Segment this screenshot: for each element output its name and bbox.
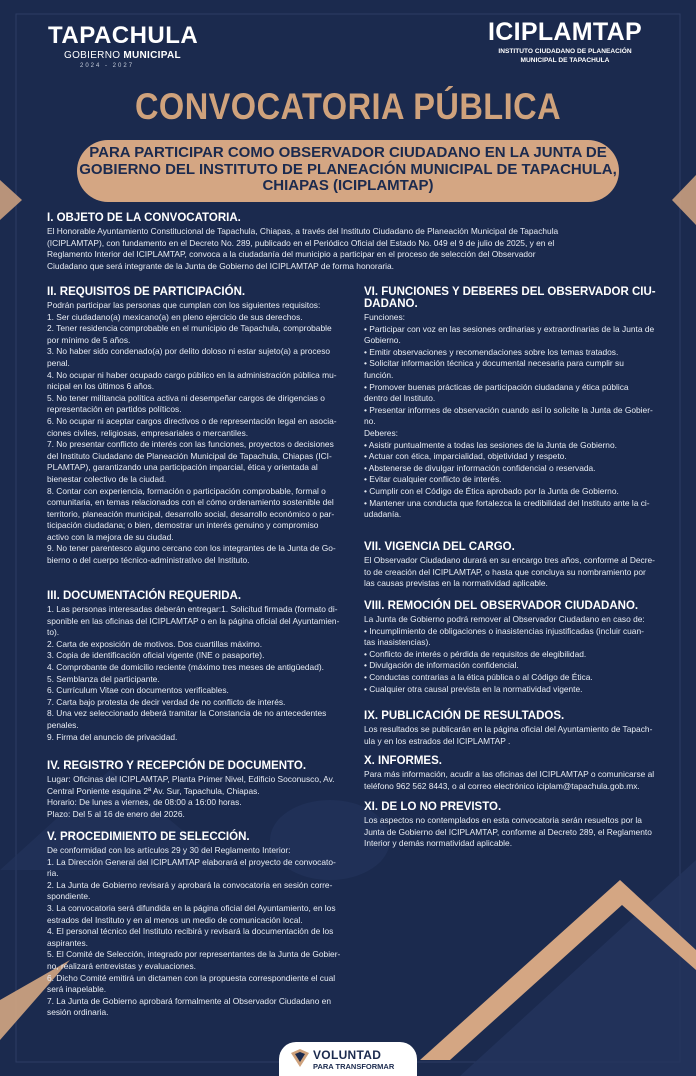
text-line: sponible en las oficinas del ICIPLAMTAP o en la página oficial del Ayuntamien- xyxy=(47,615,340,626)
text-line: estrados del Instituto y en al menos un medio de comunicación local. xyxy=(47,914,303,925)
text-line: dentro del Instituto. xyxy=(364,393,436,404)
text-line: 8. Contar con experiencia, formación o participación comprobable, formal o xyxy=(47,485,326,496)
section-8-body xyxy=(364,614,659,695)
section-10-body xyxy=(364,769,659,792)
voluntad-logo-icon xyxy=(291,1049,309,1067)
text-line: 3. No haber sido condenado(a) por delito doloso ni estar sujeto(a) a proceso xyxy=(47,346,331,357)
text-line: ula y en los estrados del ICIPLAMTAP . xyxy=(364,735,511,746)
tapachula-logo xyxy=(40,22,200,72)
text-line: 9. No tener parentesco alguno cercano con los integrantes de la Junta de Go- xyxy=(47,543,336,554)
section-2-body xyxy=(47,300,347,567)
text-line: 4. El personal técnico del Instituto recibirá y revisará la documentación de los xyxy=(47,926,334,937)
section-3-title: III. DOCUMENTACIÓN REQUERIDA. xyxy=(47,590,242,602)
section-3-body xyxy=(47,604,347,743)
text-line: penales. xyxy=(47,719,79,730)
footer-line2: PARA TRANSFORMAR xyxy=(313,1062,395,1071)
text-line: (ICIPLAMTAP), con fundamento en el Decreto No. 289, publicado en el Periódico Oficial del Estado No. 049 el 9 de julio de 2025, y en el xyxy=(47,237,555,248)
text-line: Gobierno. xyxy=(364,335,401,346)
text-line: función. xyxy=(364,369,394,380)
section-4-body xyxy=(47,774,347,820)
banner-line: CHIAPAS (ICIPLAMTAP) xyxy=(262,177,434,194)
text-line: • Actuar con ética, imparcialidad, objetividad y respeto. xyxy=(364,451,567,462)
text-line: activo con la mejora de su ciudad. xyxy=(47,531,174,542)
banner-line: GOBIERNO DEL INSTITUTO DE PLANEACIÓN MUNICIPAL DE TAPACHULA, xyxy=(79,160,617,178)
section-5-title: V. PROCEDIMIENTO DE SELECCIÓN. xyxy=(47,831,250,843)
text-line: 7. No presentar conflicto de interés con las funciones, proyectos o decisiones xyxy=(47,439,334,450)
text-line: 6. Currículum Vitae con documentos verificables. xyxy=(47,685,229,696)
text-line: 1. Las personas interesadas deberán entregar:1. Solicitud firmada (formato di- xyxy=(47,604,338,614)
text-line: 5. Semblanza del participante. xyxy=(47,673,160,684)
text-line: • Conflicto de interés o pérdida de requisitos de elegibilidad. xyxy=(364,648,587,659)
text-line: • Evitar cualquier conflicto de interés. xyxy=(364,474,502,485)
text-line: bierno o del cuerpo técnico-administrativo del Instituto. xyxy=(47,555,250,566)
section-9-title: IX. PUBLICACIÓN DE RESULTADOS. xyxy=(364,710,565,722)
section-11-title: XI. DE LO NO PREVISTO. xyxy=(364,801,502,813)
section-7-body xyxy=(364,555,659,590)
text-line: • Cualquier otra causal prevista en la normatividad vigente. xyxy=(364,683,583,694)
text-line: las causas previstas en la normatividad aplicable. xyxy=(364,578,548,589)
text-line: Reglamento Interior del ICIPLAMTAP, convoca a la ciudadanía del municipio a participar en el proceso de selección del Observador xyxy=(47,249,536,260)
text-line: La Junta de Gobierno podrá remover al Observador Ciudadano en caso de: xyxy=(364,614,645,624)
text-line: Central Poniente esquina 2ª Av. Sur, Tapachula, Chiapas. xyxy=(47,785,260,796)
text-line: • Asistir puntualmente a todas las sesiones de la Junta de Gobierno. xyxy=(364,439,617,450)
text-line: territorio, planeación municipal, desarrollo social, desarrollo económico o par- xyxy=(47,508,335,519)
footer-line1: VOLUNTAD xyxy=(313,1048,382,1062)
section-1-title: I. OBJETO DE LA CONVOCATORIA. xyxy=(47,212,241,224)
text-line: penal. xyxy=(47,357,70,368)
section-11-body xyxy=(364,815,659,850)
text-line: sesión ordinaria. xyxy=(47,1007,109,1018)
section-6-title-line2: DADANO. xyxy=(364,298,418,310)
text-line: 4. Comprobante de domicilio reciente (máximo tres meses de antigüedad). xyxy=(47,661,324,672)
text-line: to). xyxy=(47,627,60,638)
text-line: Para más información, acudir a las oficinas del ICIPLAMTAP o comunicarse al xyxy=(364,769,655,779)
text-line: del Instituto Ciudadano de Planeación Municipal de Tapachula, Chiapas (ICI- xyxy=(47,450,332,461)
section-7-title: VII. VIGENCIA DEL CARGO. xyxy=(364,541,515,553)
text-line: • Mantener una conducta que fortalezca la credibilidad del Instituto ante la ci- xyxy=(364,497,650,508)
footer-badge xyxy=(279,1042,417,1076)
section-9-body xyxy=(364,724,659,747)
text-line: representación en partidos políticos. xyxy=(47,404,182,415)
text-line: Funciones: xyxy=(364,312,405,322)
text-line: 1. La Dirección General del ICIPLAMTAP elaborará el proyecto de convocato- xyxy=(47,856,336,867)
logo-left-name: TAPACHULA xyxy=(48,22,199,49)
text-line: 9. Firma del anuncio de privacidad. xyxy=(47,731,178,742)
text-line: Los resultados se publicarán en la página oficial del Ayuntamiento de Tapach- xyxy=(364,724,653,734)
logo-left-years: 2024 - 2027 xyxy=(80,63,135,69)
text-line: De conformidad con los artículos 29 y 30 del Reglamento Interior: xyxy=(47,845,291,855)
text-line: • Emitir observaciones y recomendaciones sobre los temas tratados. xyxy=(364,346,619,357)
section-2-title: II. REQUISITOS DE PARTICIPACIÓN. xyxy=(47,286,246,298)
text-line: por mínimo de 5 años. xyxy=(47,334,131,345)
text-line: Interior y demás normatividad aplicable. xyxy=(364,838,513,849)
text-line: comunitaria, en temas relacionados con el cómo ordenamiento sostenible del xyxy=(47,497,334,508)
text-line: ria. xyxy=(47,868,59,879)
logo-right-line2: MUNICIPAL DE TAPACHULA xyxy=(520,57,610,64)
text-line: 2. Carta de exposición de motivos. Dos cuartillas máximo. xyxy=(47,638,263,649)
text-line: 2. La Junta de Gobierno revisará y aprobará la convocatoria en sesión corre- xyxy=(47,879,333,890)
iciplamtap-logo xyxy=(470,18,660,68)
text-line: Ciudadano que será integrante de la Junta de Gobierno del ICIPLAMTAP de forma honoraria. xyxy=(47,260,395,271)
subtitle-banner xyxy=(77,140,619,202)
page-title: CONVOCATORIA PÚBLICA xyxy=(134,86,562,127)
text-line: PLAMTAP), garantizando una participación imparcial, ética y orientada al xyxy=(47,462,318,473)
text-line: • Solicitar información técnica y documental necesaria para cumplir su xyxy=(364,358,624,369)
text-line: • Incumplimiento de obligaciones o inasistencias injustificadas (incluir cuan- xyxy=(364,625,644,636)
text-line: • Divulgación de información confidencial. xyxy=(364,660,519,671)
text-line: ciones civiles, religiosas, empresariales o mercantiles. xyxy=(47,427,249,438)
text-line: Los aspectos no contemplados en esta convocatoria serán resueltos por la xyxy=(364,815,642,825)
text-line: Junta de Gobierno del ICIPLAMTAP, conforme al Decreto 289, el Reglamento xyxy=(364,826,652,837)
text-line: 6. Dicho Comité emitirá un dictamen con la propuesta correspondiente el cual xyxy=(47,972,336,983)
section-1-body xyxy=(47,226,659,272)
text-line: Podrán participar las personas que cumplan con los siguientes requisitos: xyxy=(47,300,321,310)
text-line: • Cumplir con el Código de Ética aprobado por la Junta de Gobierno. xyxy=(364,485,619,496)
text-line: 2. Tener residencia comprobable en el municipio de Tapachula, comprobable xyxy=(47,323,332,334)
text-line: nicipal en los últimos 6 años. xyxy=(47,381,155,392)
logo-right-line1: INSTITUTO CIUDADANO DE PLANEACIÓN xyxy=(498,48,632,55)
text-line: no, realizará entrevistas y evaluaciones. xyxy=(47,960,196,971)
text-line: 5. El Comité de Selección, integrado por representantes de la Junta de Gobier- xyxy=(47,949,341,960)
section-5-body xyxy=(47,845,347,1019)
section-6-title-line1: VI. FUNCIONES Y DEBERES DEL OBSERVADOR CIU- xyxy=(364,286,656,298)
text-line: Lugar: Oficinas del ICIPLAMTAP, Planta Primer Nivel, Edificio Soconusco, Av. xyxy=(47,774,335,784)
section-4-title: IV. REGISTRO Y RECEPCIÓN DE DOCUMENTO. xyxy=(47,760,307,772)
text-line: • Presentar informes de observación cuando así lo solicite la Junta de Gobier- xyxy=(364,404,653,415)
text-line: no. xyxy=(364,416,376,427)
text-line: udadanía. xyxy=(364,509,402,520)
text-line: • Abstenerse de divulgar información confidencial o reservada. xyxy=(364,462,596,473)
text-line: será inapelable. xyxy=(47,984,107,995)
text-line: 3. La convocatoria será difundida en la página oficial del Ayuntamiento, en los xyxy=(47,902,336,913)
text-line: to de creación del ICIPLAMTAP, o hasta que concluya su nombramiento por xyxy=(364,566,646,577)
text-line: ticipación ciudadana; o bien, demostrar un interés genuino y compromiso xyxy=(47,520,319,531)
text-line: 3. Copia de identificación oficial vigente (INE o pasaporte). xyxy=(47,650,265,661)
text-line: 1. Ser ciudadano(a) mexicano(a) en pleno ejercicio de sus derechos. xyxy=(47,311,303,322)
text-line: 8. Una vez seleccionado deberá tramitar la Constancia de no antecedentes xyxy=(47,708,327,719)
logo-right-name: ICIPLAMTAP xyxy=(488,18,642,46)
text-line: teléfono 962 562 8443, o al correo electrónico iciplam@tapachula.gob.mx. xyxy=(364,780,640,791)
section-8-title: VIII. REMOCIÓN DEL OBSERVADOR CIUDADANO. xyxy=(364,600,639,612)
banner-line: PARA PARTICIPAR COMO OBSERVADOR CIUDADANO EN LA JUNTA DE xyxy=(89,144,607,161)
text-line: Horario: De lunes a viernes, de 08:00 a 16:00 horas. xyxy=(47,797,242,808)
text-line: 6. No ocupar ni aceptar cargos directivos o de representación legal en asocia- xyxy=(47,415,337,426)
text-line: 4. No ocupar ni haber ocupado cargo público en la administración pública mu- xyxy=(47,369,337,380)
text-line: • Conductas contrarias a la ética pública o al Código de Ética. xyxy=(364,671,593,682)
text-line: • Promover buenas prácticas de participación ciudadana y ética pública xyxy=(364,381,629,392)
text-line: tas inasistencias). xyxy=(364,637,431,648)
text-line: Plazo: Del 5 al 16 de enero del 2026. xyxy=(47,808,185,819)
text-line: 7. La Junta de Gobierno aprobará formalmente al Observador Ciudadano en xyxy=(47,995,331,1006)
text-line: • Participar con voz en las sesiones ordinarias y extraordinarias de la Junta de xyxy=(364,323,655,334)
text-line: bienestar colectivo de la ciudad. xyxy=(47,473,167,484)
logo-left-subtitle: GOBIERNO MUNICIPAL xyxy=(64,50,181,61)
section-10-title: X. INFORMES. xyxy=(364,755,442,767)
text-line: 5. No tener militancia política activa ni desempeñar cargos de dirigencias o xyxy=(47,392,325,403)
text-line: 7. Carta bajo protesta de decir verdad de no conflicto de interés. xyxy=(47,696,286,707)
text-line: El Observador Ciudadano durará en su encargo tres años, conforme al Decre- xyxy=(364,555,655,565)
text-line: spondiente. xyxy=(47,891,91,902)
text-line: Deberes: xyxy=(364,427,398,438)
section-6-body xyxy=(364,312,659,521)
text-line: aspirantes. xyxy=(47,937,88,948)
text-line: El Honorable Ayuntamiento Constitucional de Tapachula, Chiapas, a través del Instituto Ciudadano de Planeación Municipal de Tapachula xyxy=(47,226,559,236)
